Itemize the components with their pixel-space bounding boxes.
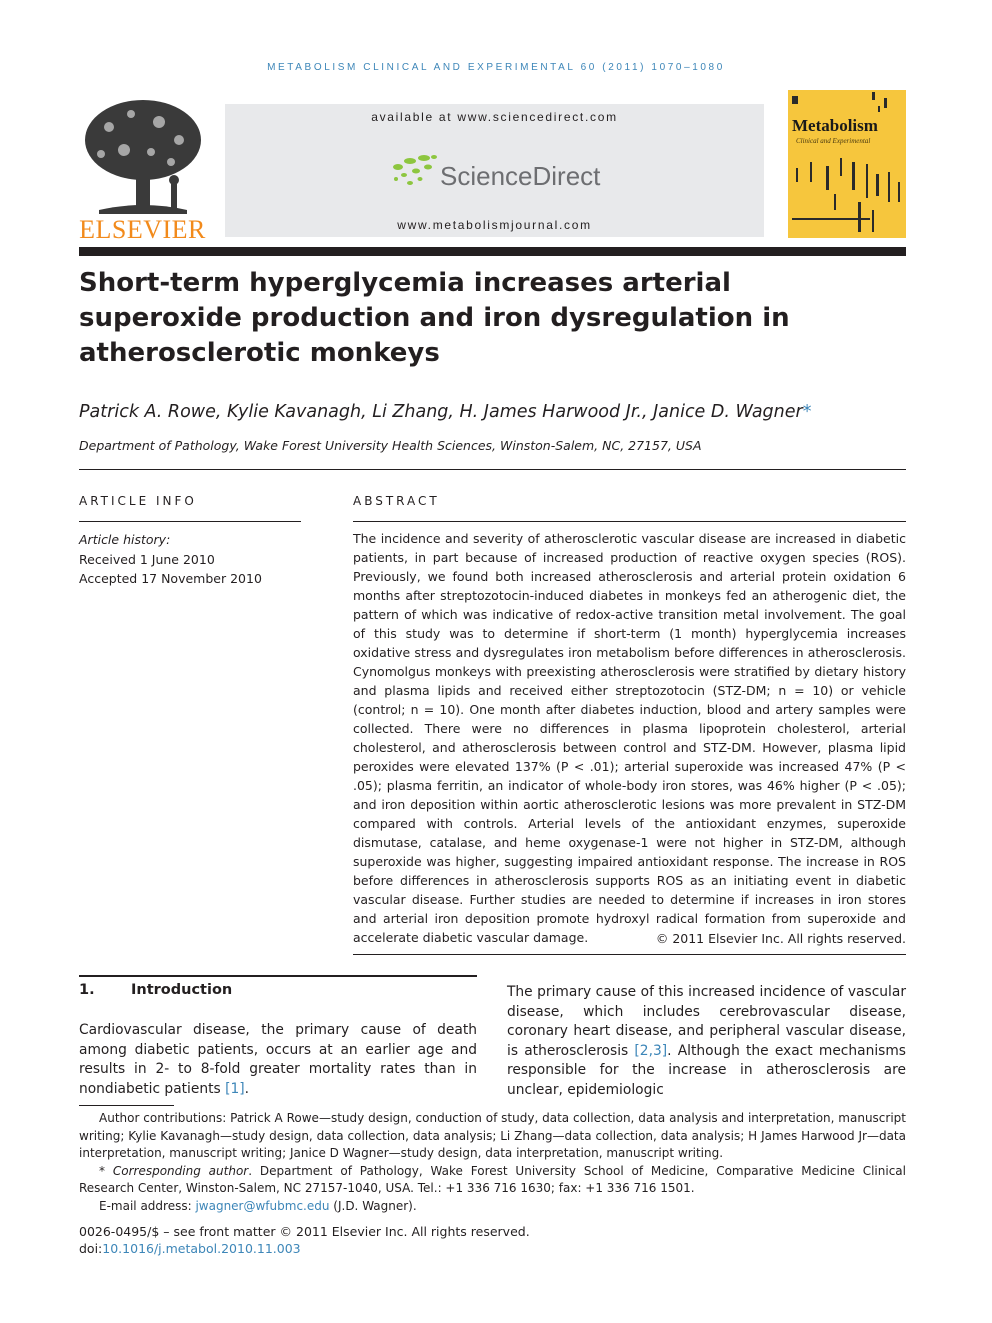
header-divider bbox=[79, 247, 906, 256]
intro-rule bbox=[79, 975, 477, 977]
title-divider bbox=[79, 469, 906, 470]
front-matter bbox=[79, 1223, 530, 1257]
author-list bbox=[79, 402, 906, 422]
intro-col2-paragraph: The primary cause of this increased incidence of vascular disease, which includes cerebrovascular disease, coronary heart disease, and peripheral vascular disease, is atherosclerosis [2,3]. Although the exact mechanisms responsible for the increase in atherosclerosis are unclear, epidemiologic bbox=[507, 984, 906, 1098]
corresponding-author-link[interactable]: * bbox=[802, 402, 812, 422]
abstract-bottom-rule bbox=[353, 954, 906, 955]
abstract-rule bbox=[353, 521, 906, 522]
journal-citation-line: METABOLISM CLINICAL AND EXPERIMENTAL 60 (2011) 1070–1080 bbox=[267, 62, 725, 73]
available-at-text: available at www.sciencedirect.com bbox=[371, 110, 618, 124]
abstract-heading: ABSTRACT bbox=[353, 494, 440, 508]
publisher-name: ELSEVIER bbox=[79, 215, 206, 244]
section-number: 1. bbox=[79, 982, 95, 998]
author-affiliation: Department of Pathology, Wake Forest University Health Sciences, Winston-Salem, NC, 27157, USA bbox=[79, 438, 702, 453]
reference-link[interactable]: [1] bbox=[225, 1080, 245, 1097]
cover-journal-title: Metabolism bbox=[792, 116, 878, 135]
article-info-heading: ARTICLE INFO bbox=[79, 494, 197, 508]
corresponding-author-note: * Corresponding author. Department of Pathology, Wake Forest University School of Medicine, Comparative Medicine Clinical Research Center, Winston-Salem, NC 27157-1040, USA. Tel.: +1 336 716 1630; fax: +1 336 716 1501. bbox=[79, 1163, 906, 1195]
reference-link[interactable]: [2,3] bbox=[634, 1042, 668, 1059]
history-label: Article history: bbox=[79, 532, 171, 547]
accepted-date: Accepted 17 November 2010 bbox=[79, 571, 262, 586]
abstract-copyright: © 2011 Elsevier Inc. All rights reserved. bbox=[655, 931, 906, 946]
author-contributions-note: Author contributions: Patrick A Rowe—study design, conduction of study, data collection, data analysis and interpretation, manuscript writing; Kylie Kavanagh—study design, data collection, data analysis; Li Zhang—data collection, data analysis; H James Harwood Jr—data interpretation, manuscript writing; Janice D Wagner—study design, data interpretation, manuscript writing. bbox=[79, 1111, 906, 1160]
authors-text: Patrick A. Rowe, Kylie Kavanagh, Li Zhang, H. James Harwood Jr., Janice D. Wagner bbox=[79, 402, 803, 422]
doi-link[interactable]: 10.1016/j.metabol.2010.11.003 bbox=[102, 1241, 301, 1256]
sciencedirect-dots-icon bbox=[390, 153, 438, 191]
article-history bbox=[79, 530, 309, 589]
footnotes bbox=[79, 1110, 906, 1215]
abstract-body: The incidence and severity of atherosclerotic vascular disease are increased in diabetic patients, in part because of increased production of reactive oxygen species (ROS). Previously, we found both increased atherosclerosis and arterial protein oxidation 6 months after streptozotocin-induced diabetes in monkeys fed an atherogenic diet, the pattern of which was indicative of redox-active transition metal involvement. The goal of this study was to determine if short-term (1 month) hyperglycemia increases oxidative stress and dysregulates iron metabolism before differences in atherosclerosis. Cynomolgus monkeys with preexisting atherosclerosis were stratified by dietary history and plasma lipids and received either streptozotocin (STZ-DM; n = 10) or vehicle (control; n = 10). One month after diabetes induction, blood and artery samples were collected. There were no differences in plasma lipoprotein cholesterol, arterial cholesterol, and atherosclerosis between control and STZ-DM. However, plasma lipid peroxides were elevated 137% (P < .01); arterial superoxide was increased 47% (P < .05); plasma ferritin, an indicator of whole-body iron stores, was 46% higher (P < .05); and iron deposition within aortic atherosclerotic lesions was more prevalent in STZ-DM compared with controls. Arterial levels of the antioxidant enzymes, superoxide dismutase, catalase, and heme oxygenase-1 were not higher in STZ-DM, although superoxide was higher, suggesting impaired antioxidant response. The increase in ROS before differences in atherosclerosis supports ROS as an initiating event in diabetic vascular disease. Further studies are needed to determine if increases in iron stores and arterial iron deposition promote hydroxyl radical formation from superoxide and accelerate diabetic vascular damage. bbox=[353, 531, 906, 945]
journal-url: www.metabolismjournal.com bbox=[397, 218, 592, 232]
footnote-rule bbox=[79, 1105, 174, 1106]
article-title: Short-term hyperglycemia increases arterial superoxide production and iron dysregulation in atherosclerotic monkeys bbox=[79, 268, 790, 368]
issn-line: 0026-0495/$ – see front matter © 2011 Elsevier Inc. All rights reserved. bbox=[79, 1224, 530, 1239]
received-date: Received 1 June 2010 bbox=[79, 551, 215, 567]
sciencedirect-wordmark: ScienceDirect bbox=[440, 161, 601, 191]
cover-journal-subtitle: Clinical and Experimental bbox=[796, 137, 871, 145]
email-link[interactable]: jwagner@wfubmc.edu bbox=[195, 1198, 330, 1213]
intro-col1-paragraph: Cardiovascular disease, the primary cause of death among diabetic patients, occurs at an earlier age and results in 2- to 8-fold greater mortality rates than in nondiabetic patients [1]. bbox=[79, 1022, 477, 1097]
email-note: E-mail address: jwagner@wfubmc.edu (J.D. Wagner). bbox=[99, 1198, 417, 1213]
section-heading bbox=[79, 982, 232, 998]
doi-line: doi:10.1016/j.metabol.2010.11.003 bbox=[79, 1241, 301, 1256]
cover-pattern-graphic bbox=[788, 90, 906, 238]
section-title: Introduction bbox=[131, 982, 233, 998]
article-info-rule bbox=[79, 521, 301, 522]
